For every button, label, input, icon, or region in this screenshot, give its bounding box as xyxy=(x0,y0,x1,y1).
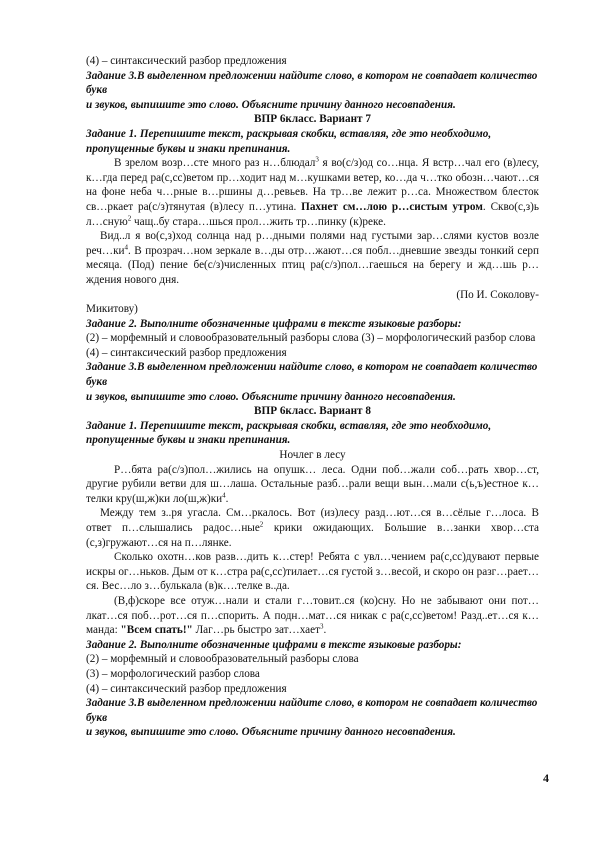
v8-item3: (3) – морфологический разбор слова xyxy=(86,667,260,680)
v8-task3-b: и звуков, выпишите это слово. Объясните причину данного несовпадения. xyxy=(86,726,456,739)
v8-task2: Задание 2. Выполните обозначенные цифрами в тексте языковые разборы: xyxy=(86,638,462,651)
v7-paragraph-1: В зрелом возр…сте много раз н…блюдал$^3$ я во(с/з)од со…нца. Я встр…чал его (в)лесу, к…гда перед ра(с,сс)ветом пр…ходит над м…кушками ветер, ко…да ч…тко обозн…чают…ся на фоне неба ч…рные в…ршины д…ревьев. На тр…ве лежит р…са. Множеством блесток св…ркает ра(с/з)тянутая (в)лесу п…утина. Пахнет см…лою р…систым утром. Скво(с,з)ь л…сную$^2$ чащ..бу стара…шься прол…жить тр…пинку (к)реке. xyxy=(86,155,540,228)
v7-paragraph-2: Вид..л я во(с,з)ход солнца над р…дными полями над густыми зар…слями кустов возле $реч\dots ки^4$. В прозрач…ном зеркале в…ды отр…жают…ся побл…дневшие звезды тонкий серп месяца. (Под) пение бе(с/з)численных птиц ра(с/з)пол…гаешься на берегу и жд…шь р…ждения нового дня. xyxy=(86,230,539,286)
v6-task3-b: и звуков, выпишите это слово. Объясните причину данного несовпадения. xyxy=(86,98,456,111)
v8-task3-a: Задание 3.В выделенном предложении найдите слово, в котором не совпадает количество букв xyxy=(86,697,538,724)
v6-item4: (4) – синтаксический разбор предложения xyxy=(86,55,287,67)
v7-author-cont: Микитову) xyxy=(86,303,138,316)
v6-task3-a: Задание 3.В выделенном предложении найдите слово, в котором не совпадает количество букв xyxy=(86,69,538,97)
v8-task1: Задание 1. Перепишите текст, раскрывая скобки, вставляя, где это необходимо, пропущенные буквы и знаки препинания. xyxy=(86,419,492,447)
v7-highlighted-sentence: Пахнет см…лою р…систым утром xyxy=(301,200,483,213)
v8-highlighted-sentence: "Всем спать!" xyxy=(120,624,193,637)
v8-paragraph-3: Сколько охотн…ков разв…дить к…стер! Ребята с увл…чением ра(с,сс)дувают первые искры ог…ньков. Дым от к…стра ра(с,сс)тилает…ся густой з…весой, и скоро он разг…рает…ся. Вес…ло з…булькала (в)к….телке в..да. xyxy=(86,551,539,593)
v7-task1: Задание 1. Перепишите текст, раскрывая скобки, вставляя, где это необходимо, пропущенные буквы и знаки препинания. xyxy=(86,127,492,155)
v8-paragraph-2: Между тем з..ря угасла. См…ркалось. Вот (из)лесу разд…ют…ся в…сёлые г…лоса. В ответ п…слышались радос…ные$^2$ крики ожидающих. Большие в…занки хвор…ста (с,з)гружают…ся на п…лянке. xyxy=(86,507,539,549)
v7-task2: Задание 2. Выполните обозначенные цифрами в тексте языковые разборы: xyxy=(86,317,462,330)
v7-item4: (4) – синтаксический разбор предложения xyxy=(86,346,287,359)
v8-item2: (2) – морфемный и словообразовательный разборы слова xyxy=(86,653,359,666)
page-number: 4 xyxy=(543,771,549,785)
v8-text-title: Ночлег в лесу xyxy=(279,449,346,462)
v8-item4: (4) – синтаксический разбор предложения xyxy=(86,682,287,695)
v7-item2: (2) – морфемный и словообразовательный разборы слова (3) – морфологический разбор слова xyxy=(86,332,536,345)
v7-author: (По И. Соколову- xyxy=(456,288,539,301)
v8-paragraph-4: (В,ф)скоре все отуж…нали и стали г…товит..ся (ко)сну. Но не забывают они пот…лкат…ся поб…рот…ся п…спорить. А подн…мат…ся никак с ра(с,сс)ветом! Разд..ет…ся к…манда: "Всем спать!" Лаг…рь быстро зат…хает$^3$. xyxy=(86,594,539,637)
variant8-title: ВПР 6класс. Вариант 8 xyxy=(254,405,371,418)
v7-task3-a: Задание 3.В выделенном предложении найдите слово, в котором не совпадает количество букв xyxy=(86,361,538,389)
v7-task3-b: и звуков, выпишите это слово. Объясните причину данного несовпадения. xyxy=(86,390,456,403)
variant7-title: ВПР 6класс. Вариант 7 xyxy=(254,113,371,126)
v8-paragraph-1: Р…бята ра(с/з)пол…жились на опушк… леса. Одни поб…жали соб…рать хвор…ст, другие рубили ветви для ш…лаша. Остальные разб…рали вещи вын…мали с(ь,ъ)естное к…телки кру(ш,ж)ки $ло(ш,ж)ки^4$. xyxy=(86,463,539,505)
